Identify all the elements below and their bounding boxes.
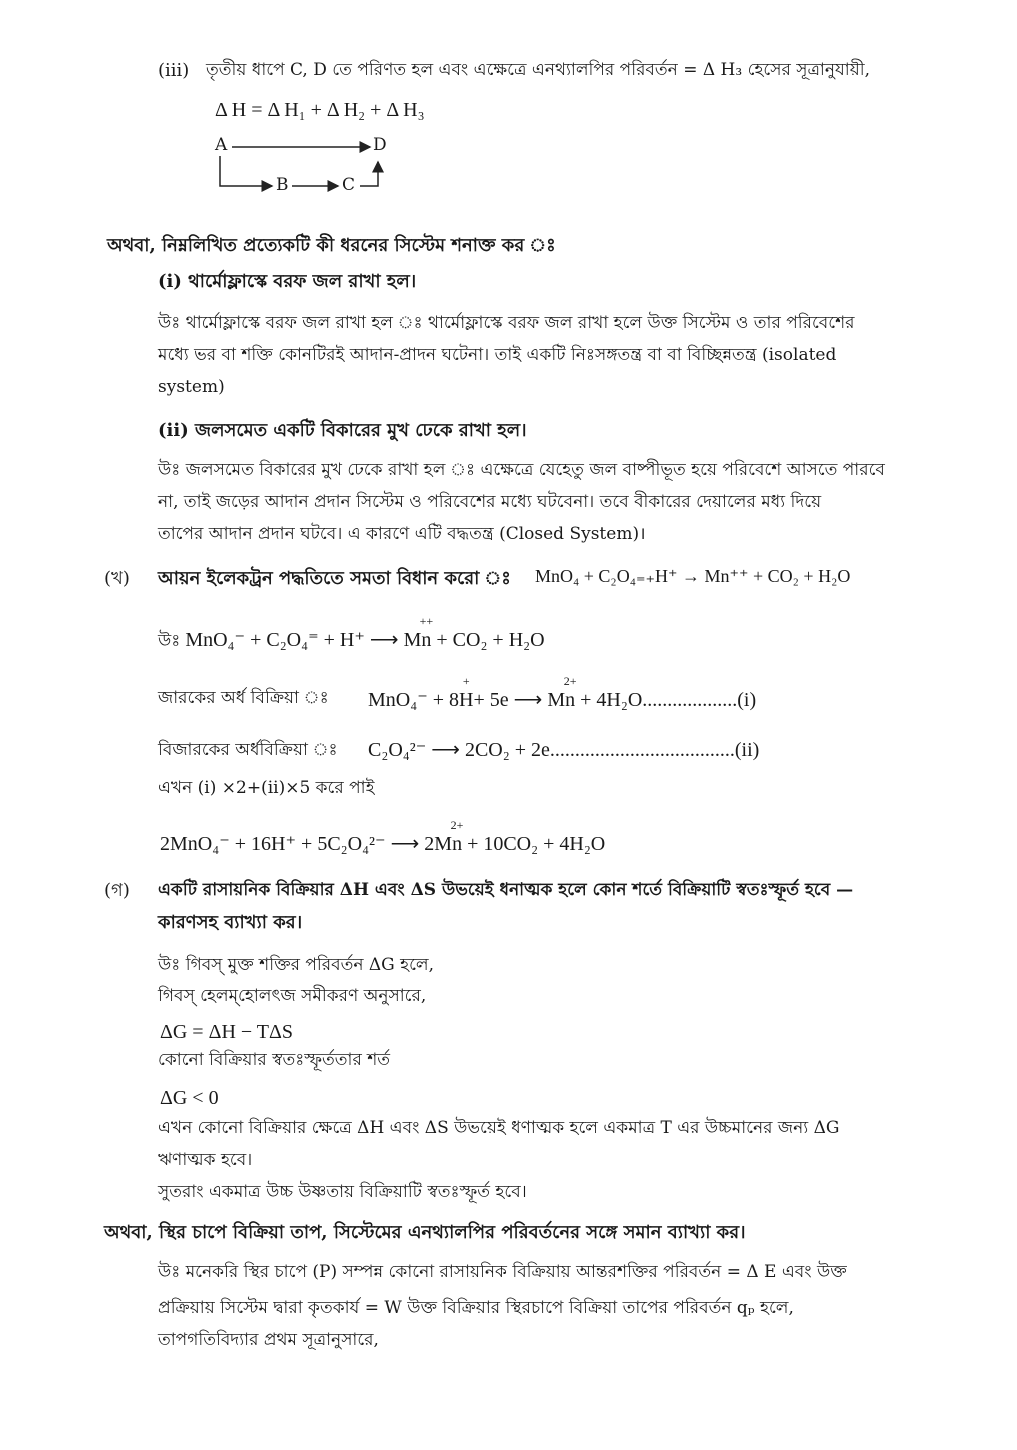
or1-sub-ii-answer-1: উঃ জলসমেত বিকারের মুখ ঢেকে রাখা হল ঃ এক্ষেত্রে যেহেতু জল বাষ্পীভূত হয়ে পরিবেশে আসতে পারবে: [158, 460, 885, 480]
final-eq-part-b: + 10CO₂ + 4H₂O: [462, 833, 606, 855]
oxidant-half-label: জারকের অর্ধ বিক্রিয়া ঃ: [158, 688, 329, 708]
or1-sub-i-answer-2: মধ্যে ভর বা শক্তি কোনটিরই আদান-প্রাদন ঘটেনা। তাই একটি নিঃসঙ্গতন্ত্র বা বা বিচ্ছিন্নতন্ত্র (isolated: [158, 345, 837, 365]
kha-label: (খ): [104, 568, 130, 589]
ga-question-line-2: কারণসহ ব্যাখ্যা কর।: [158, 912, 303, 933]
ga-answer-line-2: গিবস্ হেলম্‌হোলৎজ সমীকরণ অনুসারে,: [158, 986, 427, 1006]
ox-eq-part-a: MnO₄⁻ + 8: [368, 689, 460, 711]
or2-answer-line-1: উঃ মনেকরি স্থির চাপে (P) সম্পন্ন কোনো রাসায়নিক বিক্রিয়ায় আন্তরশক্তির পরিবর্তন = Δ E এবং উক্ত: [158, 1262, 847, 1282]
final-eq-n-charge: 2+: [450, 818, 464, 832]
final-eq-n: n: [452, 833, 463, 855]
kha-question-equation: MnO₄ + C₂O₄₌₊H⁺ → Mn⁺⁺ + CO₂ + H₂O: [535, 566, 851, 586]
or-question-1: অথবা, নিম্নলিখিত প্রত্যেকটি কী ধরনের সিস্টেম শনাক্ত কর ঃ: [107, 235, 556, 256]
or-question-2: অথবা, স্থির চাপে বিক্রিয়া তাপ, সিস্টেমের এনথ্যালপির পরিবর্তনের সঙ্গে সমান ব্যাখ্যা কর।: [104, 1222, 746, 1243]
or1-sub-i-answer-3: system): [158, 377, 225, 397]
combine-instruction: এখন (i) ×2+(ii)×5 করে পাই: [158, 778, 375, 798]
ox-eq-n: n: [565, 689, 576, 711]
answer-eq-part-b: + CO₂ + H₂O: [431, 629, 545, 651]
oxidant-half-equation: [368, 674, 757, 712]
or1-sub-ii-question: (ii) জলসমেত একটি বিকারের মুখ ঢেকে রাখা হল।: [158, 420, 527, 441]
or2-answer-line-2: প্রক্রিয়ায় সিস্টেম দ্বারা কৃতকার্য = W উক্ত বিক্রিয়ার স্থিরচাপে বিক্রিয়া তাপের পরিবর্তন qₚ হলে,: [158, 1298, 794, 1318]
final-balanced-equation: [160, 818, 606, 856]
or1-sub-i-answer-1: উঃ থার্মোফ্লাস্কে বরফ জল রাখা হল ঃ থার্মোফ্লাস্কে বরফ জল রাখা হলে উক্ত সিস্টেম ও তার পরিবেশের: [158, 313, 855, 333]
final-eq-part-a: 2MnO₄⁻ + 16H⁺ + 5C₂O₄²⁻ ⟶ 2M: [160, 833, 453, 855]
item-iii-text: তৃতীয় ধাপে C, D তে পরিণত হল এবং এক্ষেত্রে এনথ্যালপির পরিবর্তন = Δ H₃ হেসের সূত্রানুযায়ী,: [206, 60, 871, 80]
ga-answer-line-1: উঃ গিবস্ মুক্ত শক্তির পরিবর্তন ΔG হলে,: [158, 955, 434, 975]
spontaneity-condition: ΔG < 0: [160, 1087, 219, 1109]
or2-answer-line-3: তাপগতিবিদ্যার প্রথম সূত্রানুসারে,: [158, 1330, 379, 1350]
ga-question-line-1: একটি রাসায়নিক বিক্রিয়ার ΔH এবং ΔS উভয়েই ধনাত্মক হলে কোন শর্তে বিক্রিয়াটি স্বতঃস্ফূর্ত হবে —: [158, 880, 854, 900]
ga-label: (গ): [104, 880, 130, 901]
ga-answer-line-6: সুতরাং একমাত্র উচ্চ উষ্ণতায় বিক্রিয়াটি স্বতঃস্ফূর্ত হবে।: [158, 1182, 527, 1202]
ga-answer-line-4: এখন কোনো বিক্রিয়ার ক্ষেত্রে ΔH এবং ΔS উভয়েই ধণাত্মক হলে একমাত্র T এর উচ্চমানের জন্য ΔG: [158, 1118, 840, 1138]
diagram-node-c: C: [342, 175, 356, 195]
diagram-node-a: A: [215, 135, 228, 155]
ox-eq-n-charge: 2+: [563, 674, 577, 688]
ox-eq-h: H: [459, 689, 474, 711]
reductant-half-equation: C₂O₄²⁻ ⟶ 2CO₂ + 2e.....................................(ii): [368, 739, 760, 761]
or1-sub-i-question: (i) থার্মোফ্লাস্কে বরফ জল রাখা হল।: [158, 271, 417, 292]
answer-eq-n: n: [421, 629, 432, 651]
diagram-node-d: D: [373, 135, 387, 155]
ox-eq-part-b: + 5e ⟶ M: [473, 689, 566, 711]
ga-answer-line-5: ঋণাত্মক হবে।: [158, 1150, 253, 1170]
or1-sub-ii-answer-3: তাপের আদান প্রদান ঘটবে। এ কারণে এটি বদ্ধতন্ত্র (Closed System)।: [158, 524, 646, 544]
kha-answer-equation: [158, 614, 545, 652]
item-iii-label: (iii): [158, 60, 190, 81]
ox-eq-h-charge: +: [462, 674, 470, 688]
ox-eq-part-c: + 4H₂O...................(i): [575, 689, 757, 711]
answer-eq-n-charge: ++: [419, 614, 434, 628]
ga-answer-line-3: কোনো বিক্রিয়ার স্বতঃস্ফূর্ততার শর্ত: [158, 1050, 391, 1070]
kha-question: আয়ন ইলেকট্রন পদ্ধতিতে সমতা বিধান করো ঃ: [158, 568, 511, 589]
diagram-node-b: B: [276, 175, 289, 195]
answer-eq-part-a: MnO₄⁻ + C₂O₄⁼ + H⁺ ⟶ M: [185, 629, 422, 651]
hess-formula: Δ H = Δ H₁ + Δ H₂ + Δ H₃: [215, 99, 425, 121]
or1-sub-ii-answer-2: না, তাই জড়ের আদান প্রদান সিস্টেম ও পরিবেশের মধ্যে ঘটবেনা। তবে বীকারের দেয়ালের মধ্য দিয়ে: [158, 492, 822, 512]
reductant-half-label: বিজারকের অর্ধবিক্রিয়া ঃ: [158, 740, 338, 760]
answer-prefix: উঃ: [158, 631, 181, 651]
gibbs-equation: ΔG = ΔH − TΔS: [160, 1021, 294, 1043]
diagram-arrows: [0, 0, 1017, 200]
